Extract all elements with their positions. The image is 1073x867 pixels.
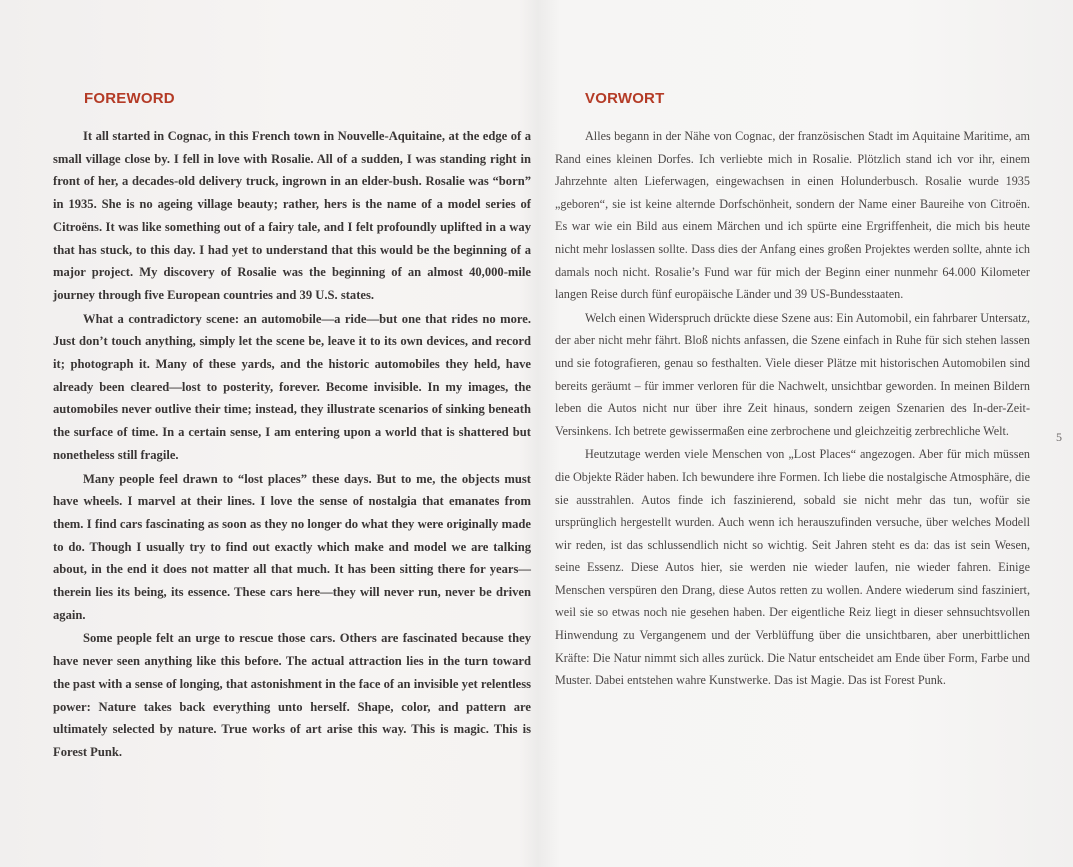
foreword-paragraph: What a contradictory scene: an automobile—a ride—but one that rides no more. Just don’t touch anything, simply let the scene be, leave it to its own devices, and record it; photograph it. Many of these yards, and the historic automobiles they held, have already been cleared—lost to posterity, forever. Become invisible. In my images, the automobiles never outlive their time; instead, they illustrate scenarios of sinking beneath the surface of time. In a certain sense, I am entering upon a world that is shattered but nonetheless still fragile. [53, 311, 531, 462]
vorwort-paragraph: Welch einen Widerspruch drückte diese Szene aus: Ein Automobil, ein fahrbarer Untersatz, der aber nicht mehr fährt. Bloß nichts anfassen, die Szene einfach in Ruhe für sich stehen lassen und sie fotografieren, genau so festhalten. Viele dieser Plätze mit historischen Automobilen sind bereits geräumt – für immer verloren für die Nachwelt, unsichtbar geworden. In meinen Bildern leben die Autos nicht nur über ihre Zeit hinaus, sondern zeigen Szenarien des In-der-Zeit-Versinkens. Ich betrete gewissermaßen eine zerbrochene und gleichzeitig zerbrechliche Welt. [555, 310, 1030, 438]
foreword-paragraph: Many people feel drawn to “lost places” these days. But to me, the objects must have wheels. I marvel at their lines. I love the sense of nostalgia that emanates from them. I find cars fascinating as soon as they no longer do what they were originally made to do. Though I usually try to find out exactly which make and model we are talking about, in the end it does not matter all that much. It has been sitting there for years—therein lies its being, its essence. These cars here—they will never run, never be driven again. [53, 471, 531, 622]
foreword-paragraph: It all started in Cognac, in this French town in Nouvelle-Aquitaine, at the edge of a small village close by. I fell in love with Rosalie. All of a sudden, I was standing right in front of her, a decades-old delivery truck, ingrown in an elder-bush. Rosalie was “born” in 1935. She is no ageing village beauty; rather, hers is the name of a model series of Citroëns. It was like something out of a fairy tale, and I felt profoundly uplifted in a way that has stuck, to this day. I had yet to understand that this would be the beginning of a major project. My discovery of Rosalie was the beginning of an almost 40,000-mile journey through five European countries and 39 U.S. states. [53, 129, 531, 302]
vorwort-paragraph: Alles begann in der Nähe von Cognac, der französischen Stadt im Aquitaine Maritime, am Rand eines kleinen Dorfes. Ich verliebte mich in Rosalie. Plötzlich stand ich vor ihr, einem Jahrzehnte alten Lieferwagen, eingewachsen in einen Holunderbusch. Rosalie wurde 1935 „geboren“, sie ist keine alternde Dorfschönheit, sondern der Name einer Baureihe von Citroën. Es war wie ein Bild aus einem Märchen und ich spürte eine Ergriffenheit, die mich bis heute nicht mehr loslassen sollte. Dass dies der Anfang eines großen Projektes werden sollte, ahnte ich damals noch nicht. Rosalie’s Fund war für mich der Beginn einer nunmehr 64.000 Kilometer langen Reise durch fünf europäische Länder und 39 US-Bundesstaaten. [555, 129, 1030, 302]
vorwort-paragraph: Heutzutage werden viele Menschen von „Lost Places“ angezogen. Aber für mich müssen die Objekte Räder haben. Ich bewundere ihre Formen. Ich liebe die nostalgische Atmosphäre, die sie ausstrahlen. Autos finde ich faszinierend, sobald sie nicht mehr das tun, wofür sie ursprünglich hergestellt wurden. Auch wenn ich herauszufinden versuche, über welches Modell wir reden, ist das schlussendlich nicht so wichtig. Seit Jahren steht es da: das ist sein Wesen, seine Essenz. Diese Autos hier, sie werden nie wieder laufen, nie wieder fahren. Einige Menschen verspüren den Drang, diese Autos retten zu wollen. Andere wiederum sind fasziniert, weil sie so etwas noch nie gesehen haben. Der eigentliche Reiz liegt in dieser sehnsuchtsvollen Hinwendung zu Vergangenem und der Verblüffung über die unsichtbaren, aber unerbittlichen Kräfte: Die Natur nimmt sich alles zurück. Die Natur entscheidet am Ende über Form, Farbe und Muster. Dabei entstehen wahre Kunstwerke. Das ist Magie. Das ist Forest Punk. [555, 447, 1030, 688]
page-number: 5 [1056, 430, 1062, 444]
vorwort-heading: VORWORT [585, 90, 665, 107]
foreword-paragraph: Some people felt an urge to rescue those cars. Others are fascinated because they have never seen anything like this before. The actual attraction lies in the turn toward the past with a sense of longing, that astonishment in the face of an invisible yet relentless power: Nature takes back everything unto herself. Shape, color, and pattern are ultimately selected by nature. True works of art arise this way. This is magic. This is Forest Punk. [53, 631, 531, 759]
vorwort-text [555, 125, 1030, 692]
foreword-heading: FOREWORD [84, 90, 175, 107]
foreword-text [53, 125, 531, 764]
